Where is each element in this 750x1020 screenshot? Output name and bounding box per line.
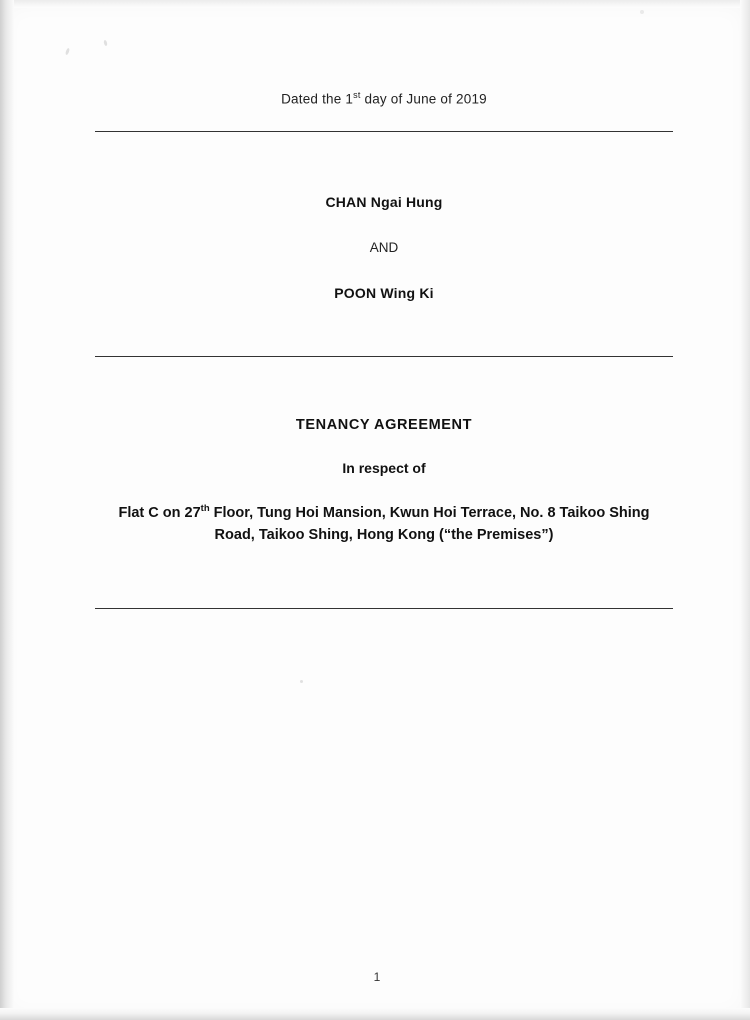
horizontal-rule-top <box>95 131 673 132</box>
premises-line1-part1: Flat C on 27 <box>118 504 201 521</box>
page-edge-right <box>740 0 750 1020</box>
page-edge-left <box>0 0 14 1020</box>
party-landlord: CHAN Ngai Hung <box>325 193 443 210</box>
dated-ordinal: st <box>353 90 361 100</box>
premises-line1-part2: Floor, Tung Hoi Mansion, Kwun Hoi Terrace, No. 8 Taikoo Shing <box>209 504 650 521</box>
document-content <box>94 8 674 609</box>
dated-suffix: day of June of 2019 <box>360 91 487 107</box>
document-title: TENANCY AGREEMENT <box>295 416 473 433</box>
party-tenant: POON Wing Ki <box>334 284 434 301</box>
dated-line <box>94 90 674 107</box>
parties-block <box>94 194 674 301</box>
document-page <box>14 8 740 1008</box>
page-edge-bottom <box>0 1008 750 1020</box>
page-number: 1 <box>373 970 381 984</box>
premises-line2: Road, Taikoo Shing, Hong Kong (“the Premises”) <box>214 526 554 543</box>
horizontal-rule-bottom <box>95 608 673 609</box>
document-subtitle: In respect of <box>342 459 426 476</box>
horizontal-rule-middle <box>95 356 673 357</box>
title-block <box>94 417 674 547</box>
premises-floor-ordinal: th <box>200 502 210 514</box>
dated-prefix: Dated the 1 <box>281 91 354 107</box>
page-edge-top <box>0 0 750 8</box>
premises-description <box>94 502 674 547</box>
party-conjunction: AND <box>369 239 399 255</box>
